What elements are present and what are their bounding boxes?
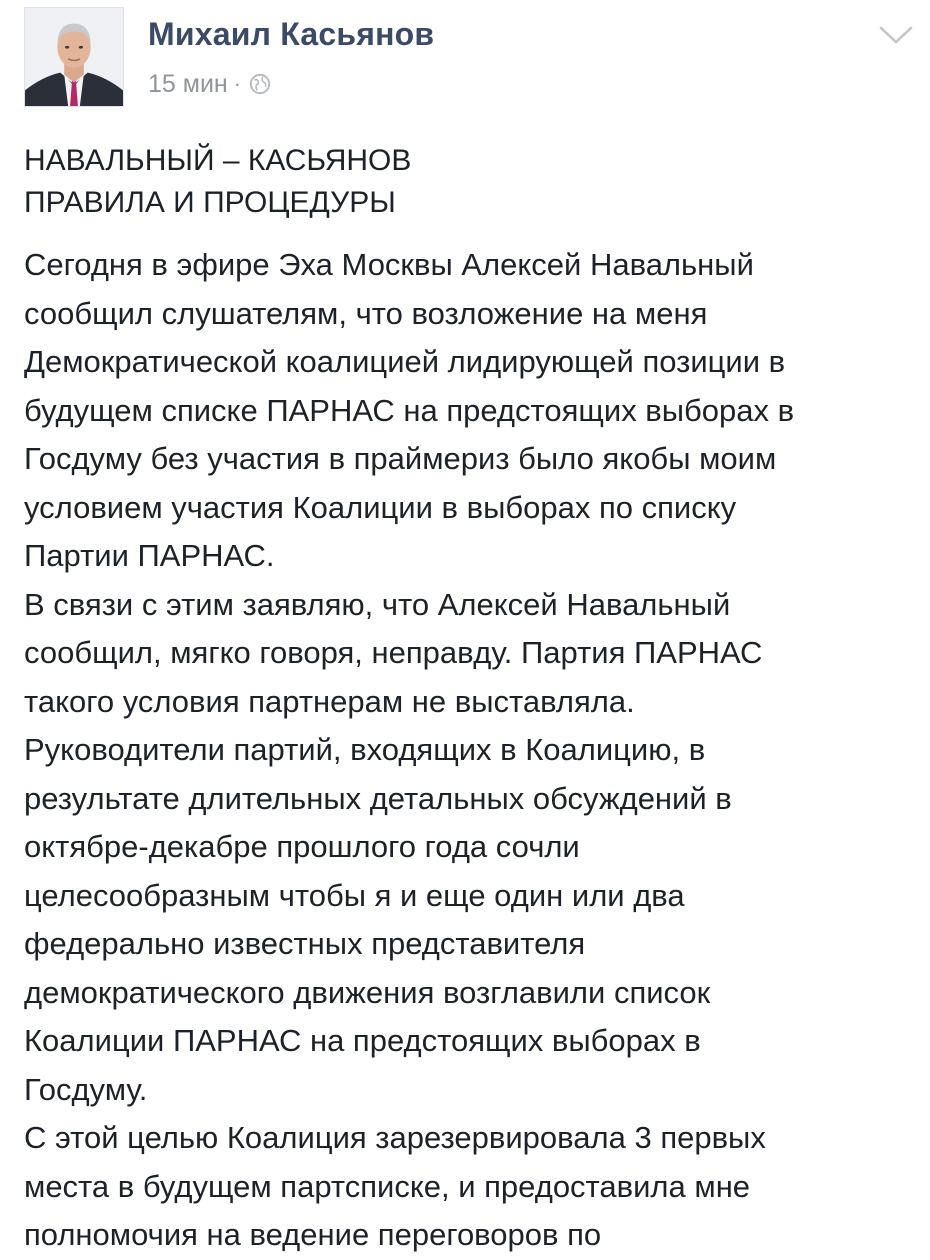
chevron-down-icon[interactable] <box>878 24 914 46</box>
body-line: места в будущем партсписке, и предоставила мне <box>24 1168 751 1204</box>
meta-separator: · <box>233 71 242 96</box>
author-name[interactable]: Михаил Касьянов <box>148 16 435 52</box>
body-line: такого условия партнерам не выставляла. <box>24 683 635 719</box>
profile-photo <box>25 8 123 106</box>
body-line: результате длительных детальных обсуждений в <box>24 780 732 816</box>
body-line: полномочия на ведение переговоров по <box>24 1217 602 1252</box>
body-line: октябре-декабре прошлого года сочли <box>24 829 580 864</box>
body-line: целесообразным чтобы я и еще один или два <box>24 877 685 913</box>
post-meta <box>148 68 271 100</box>
post-headline <box>24 140 904 224</box>
body-line: Сегодня в эфире Эха Москвы Алексей Навальный <box>24 247 754 282</box>
headline-line: ПРАВИЛА И ПРОЦЕДУРЫ <box>24 186 396 219</box>
body-line: Госдуму. <box>24 1071 148 1107</box>
body-line: сообщил слушателям, что возложение на меня <box>24 295 708 331</box>
body-line: Коалиции ПАРНАС на предстоящих выборах в <box>24 1023 701 1058</box>
headline-line: НАВАЛЬНЫЙ – КАСЬЯНОВ <box>24 144 412 177</box>
body-line: Демократической коалицией лидирующей позиции в <box>24 344 786 379</box>
body-line: сообщил, мягко говоря, неправду. Партия ПАРНАС <box>24 635 763 670</box>
body-line: Руководители партий, входящих в Коалицию, в <box>24 732 706 767</box>
body-line: С этой целью Коалиция зарезервировала 3 первых <box>24 1120 766 1155</box>
body-line: Госдуму без участия в праймериз было якобы моим <box>24 441 777 476</box>
body-line: будущем списке ПАРНАС на предстоящих выборах в <box>24 392 795 428</box>
body-line: условием участия Коалиции в выборах по списку <box>24 489 737 525</box>
body-line: В связи с этим заявляю, что Алексей Навальный <box>24 586 731 622</box>
body-line: Партии ПАРНАС. <box>24 538 275 573</box>
body-line: федерально известных представителя <box>24 926 586 961</box>
body-line: демократического движения возглавили список <box>24 974 711 1010</box>
timestamp[interactable]: 15 мин <box>148 69 228 98</box>
post-body <box>24 241 924 1260</box>
globe-icon[interactable] <box>249 73 271 95</box>
avatar[interactable] <box>24 7 124 107</box>
